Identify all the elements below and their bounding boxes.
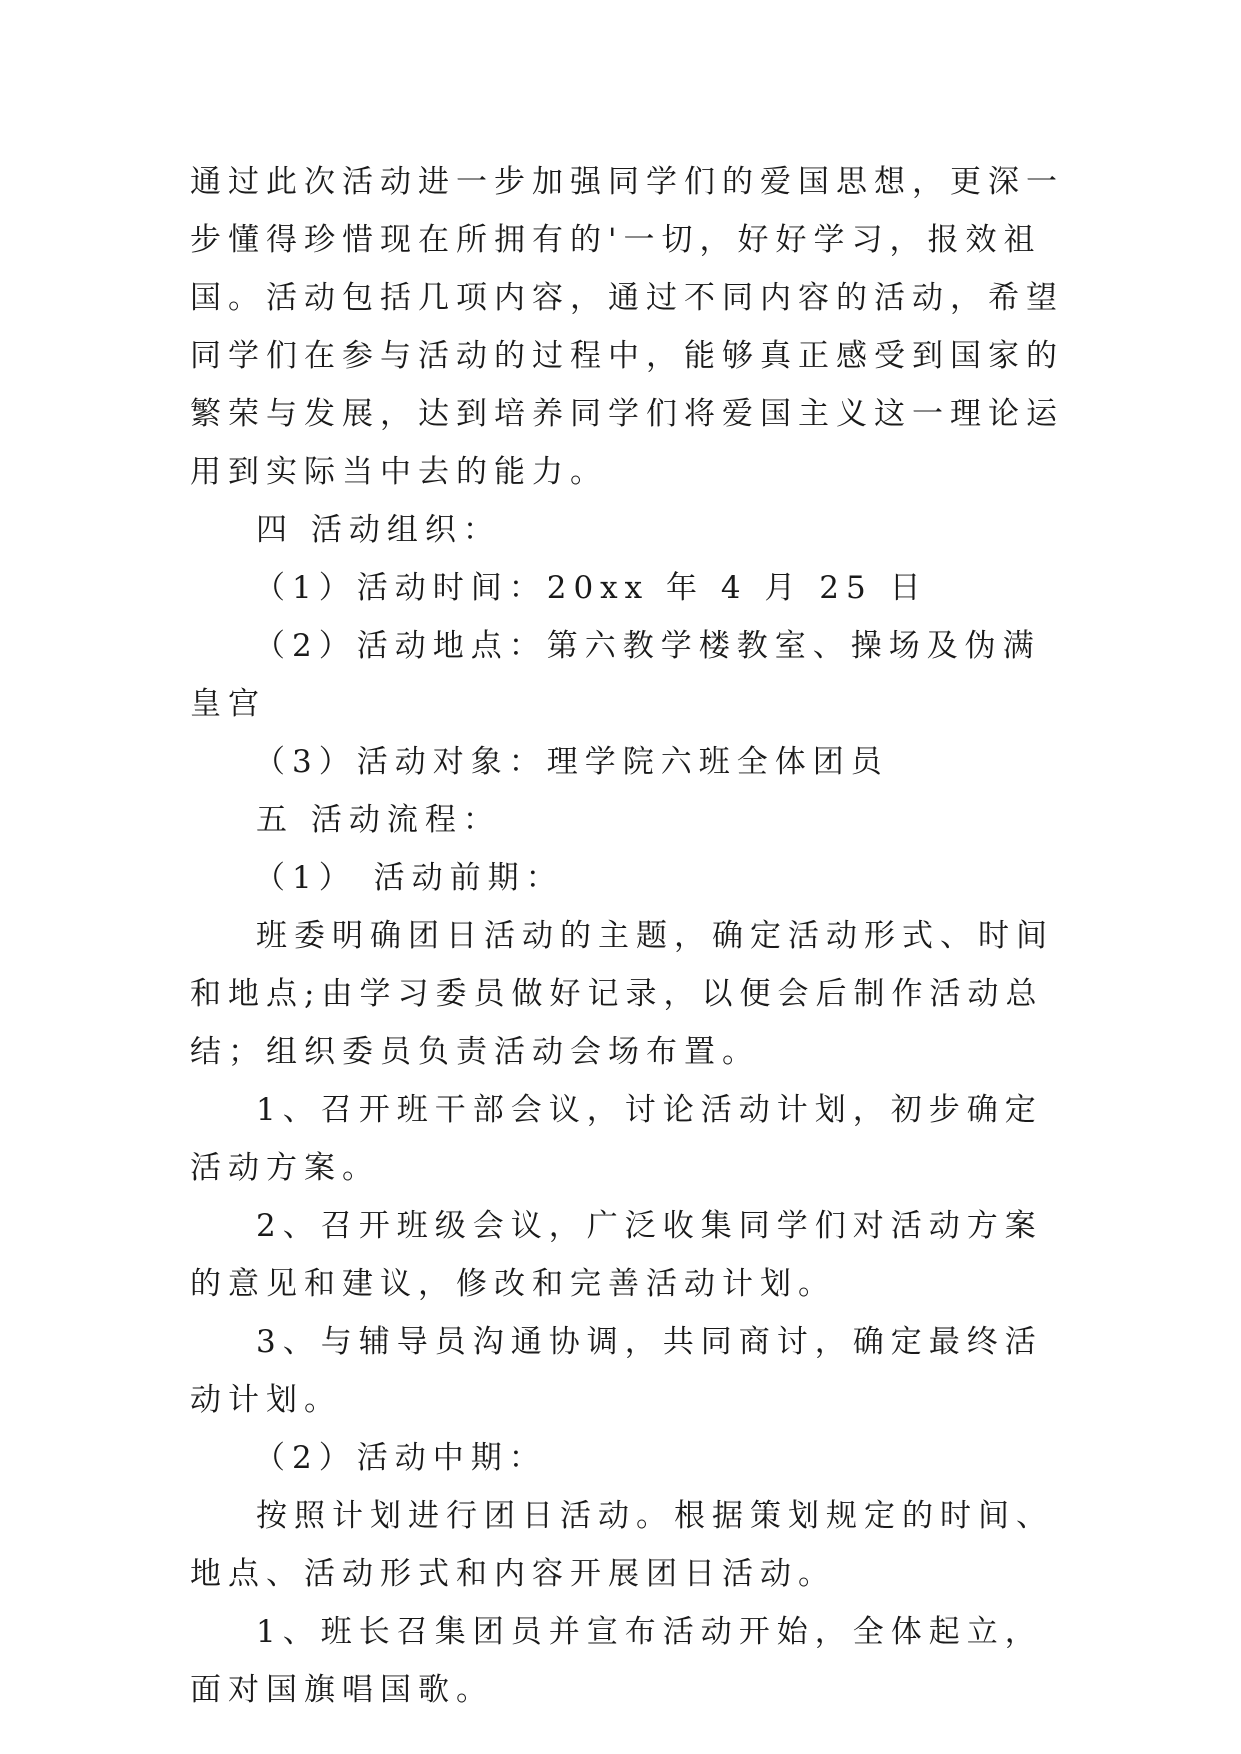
document-body — [190, 153, 1070, 1719]
list-item-participants: （3）活动对象：理学院六班全体团员 — [254, 744, 889, 780]
paragraph-step-3: 3、与辅导员沟通协调，共同商讨，确定最终活动计划。 — [190, 1324, 1043, 1418]
section-heading-process: 五 活动流程： — [256, 802, 501, 838]
paragraph-middle-stage: 按照计划进行团日活动。根据策划规定的时间、地点、活动形式和内容开展团日活动。 — [190, 1498, 1054, 1592]
paragraph-step-1: 1、召开班干部会议，讨论活动计划，初步确定活动方案。 — [190, 1092, 1043, 1186]
sub-heading-early-stage: （1） 活动前期： — [254, 860, 564, 896]
section-heading-organization: 四 活动组织： — [256, 512, 501, 548]
paragraph-step-2: 2、召开班级会议，广泛收集同学们对活动方案的意见和建议，修改和完善活动计划。 — [190, 1208, 1043, 1302]
list-item-time: （1）活动时间：20xx 年 4 月 25 日 — [254, 570, 928, 606]
paragraph-middle-step-1: 1、班长召集团员并宣布活动开始，全体起立，面对国旗唱国歌。 — [190, 1614, 1043, 1708]
sub-heading-middle-stage: （2）活动中期： — [254, 1440, 547, 1476]
list-item-location: （2）活动地点：第六教学楼教室、操场及伪满皇宫 — [190, 628, 1041, 722]
paragraph-early-stage: 班委明确团日活动的主题，确定活动形式、时间和地点;由学习委员做好记录，以便会后制作活动总结；组织委员负责活动会场布置。 — [190, 918, 1054, 1070]
paragraph-purpose: 通过此次活动进一步加强同学们的爱国思想，更深一步懂得珍惜现在所拥有的'一切，好好学习，报效祖国。活动包括几项内容，通过不同内容的活动，希望同学们在参与活动的过程中，能够真正感受到国家的繁荣与发展，达到培养同学们将爱国主义这一理论运用到实际当中去的能力。 — [190, 164, 1064, 490]
